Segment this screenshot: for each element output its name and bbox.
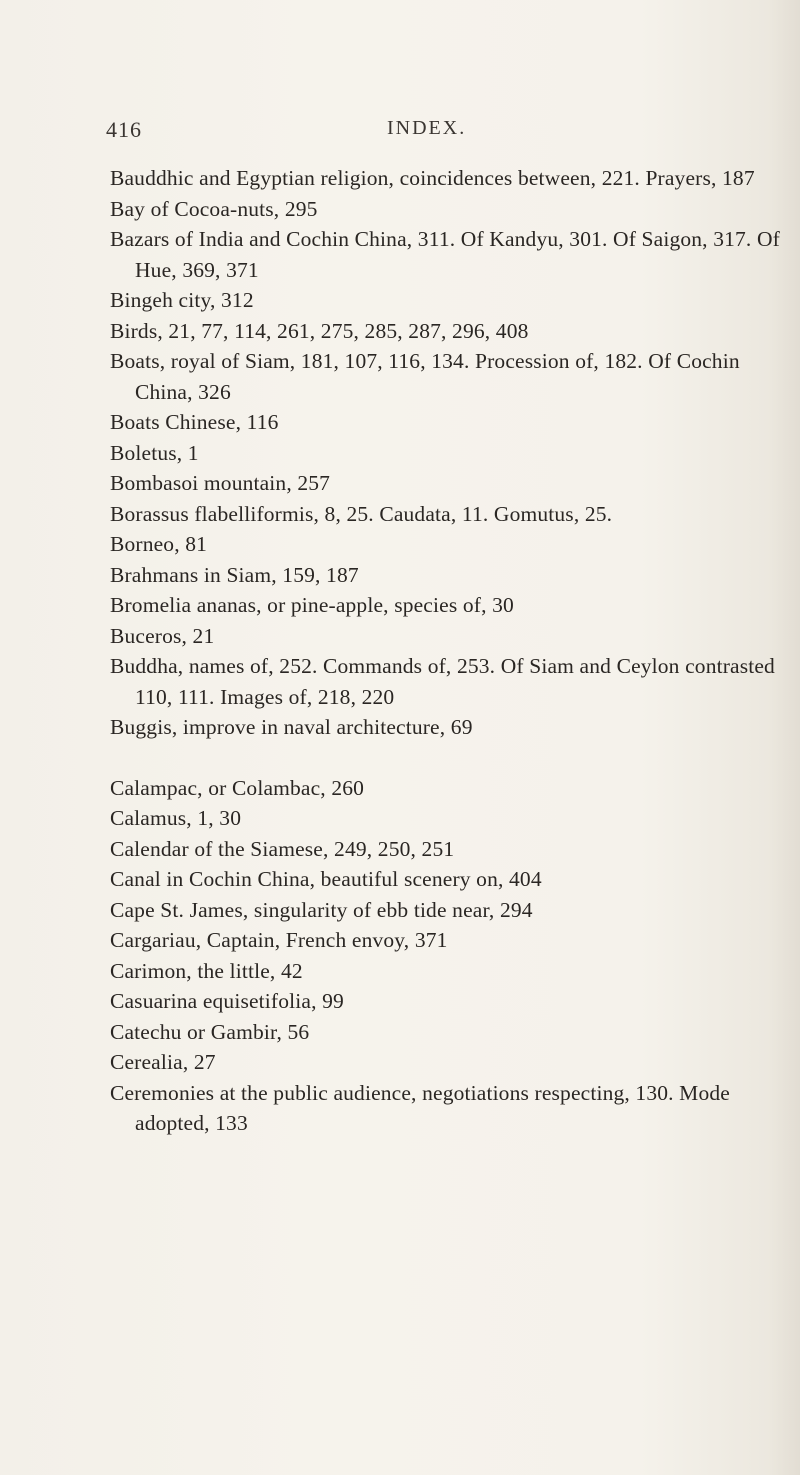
index-entry: Buceros, 21 bbox=[110, 623, 215, 648]
index-entry: Borneo, 81 bbox=[110, 532, 208, 556]
index-entry: Ceremonies at the public audience, negotiations respecting, 130. Mode adopted, 133 bbox=[110, 1080, 730, 1135]
index-entry: Birds, 21, 77, 114, 261, 275, 285, 287, 296, 408 bbox=[110, 318, 529, 343]
running-head: INDEX. bbox=[387, 117, 467, 139]
index-entry: Casuarina equisetifolia, 99 bbox=[110, 989, 344, 1013]
index-entries bbox=[110, 163, 790, 1139]
index-entry: Calendar of the Siamese, 249, 250, 251 bbox=[110, 836, 455, 861]
index-entry: Boletus, 1 bbox=[110, 440, 199, 465]
index-entry: Cerealia, 27 bbox=[110, 1050, 216, 1074]
index-entry: Calamus, 1, 30 bbox=[110, 806, 242, 830]
index-entry: Bromelia ananas, or pine-apple, species of, 30 bbox=[110, 593, 514, 617]
index-entry: Canal in Cochin China, beautiful scenery on, 404 bbox=[110, 867, 542, 891]
index-entry: Carimon, the little, 42 bbox=[110, 958, 303, 983]
index-entry: Bazars of India and Cochin China, 311. Of Kandyu, 301. Of Saigon, 317. Of Hue, 369, 371 bbox=[110, 227, 780, 282]
index-section-b bbox=[110, 163, 790, 743]
index-entry: Boats, royal of Siam, 181, 107, 116, 134. Procession of, 182. Of Cochin China, 326 bbox=[110, 349, 740, 404]
page-number: 416 bbox=[106, 117, 142, 142]
index-entry: Borassus flabelliformis, 8, 25. Caudata, 11. Gomutus, 25. bbox=[110, 501, 613, 526]
page-header bbox=[0, 117, 800, 147]
index-entry: Bauddhic and Egyptian religion, coincidences between, 221. Prayers, 187 bbox=[110, 166, 755, 190]
index-entry: Cape St. James, singularity of ebb tide near, 294 bbox=[110, 897, 533, 922]
index-entry: Catechu or Gambir, 56 bbox=[110, 1019, 310, 1044]
section-gap bbox=[110, 743, 790, 773]
index-entry: Buddha, names of, 252. Commands of, 253. Of Siam and Ceylon contrasted 110, 111. Images of, 218, 220 bbox=[110, 654, 775, 709]
index-entry: Brahmans in Siam, 159, 187 bbox=[110, 562, 359, 587]
index-entry: Bombasoi mountain, 257 bbox=[110, 471, 331, 495]
index-entry: Cargariau, Captain, French envoy, 371 bbox=[110, 928, 448, 952]
index-entry: Boats Chinese, 116 bbox=[110, 410, 279, 434]
index-entry: Buggis, improve in naval architecture, 69 bbox=[110, 715, 473, 739]
index-section-c bbox=[110, 773, 790, 1139]
index-entry: Bingeh city, 312 bbox=[110, 288, 254, 312]
index-entry: Calampac, or Colambac, 260 bbox=[110, 775, 365, 800]
index-entry: Bay of Cocoa-nuts, 295 bbox=[110, 196, 318, 221]
